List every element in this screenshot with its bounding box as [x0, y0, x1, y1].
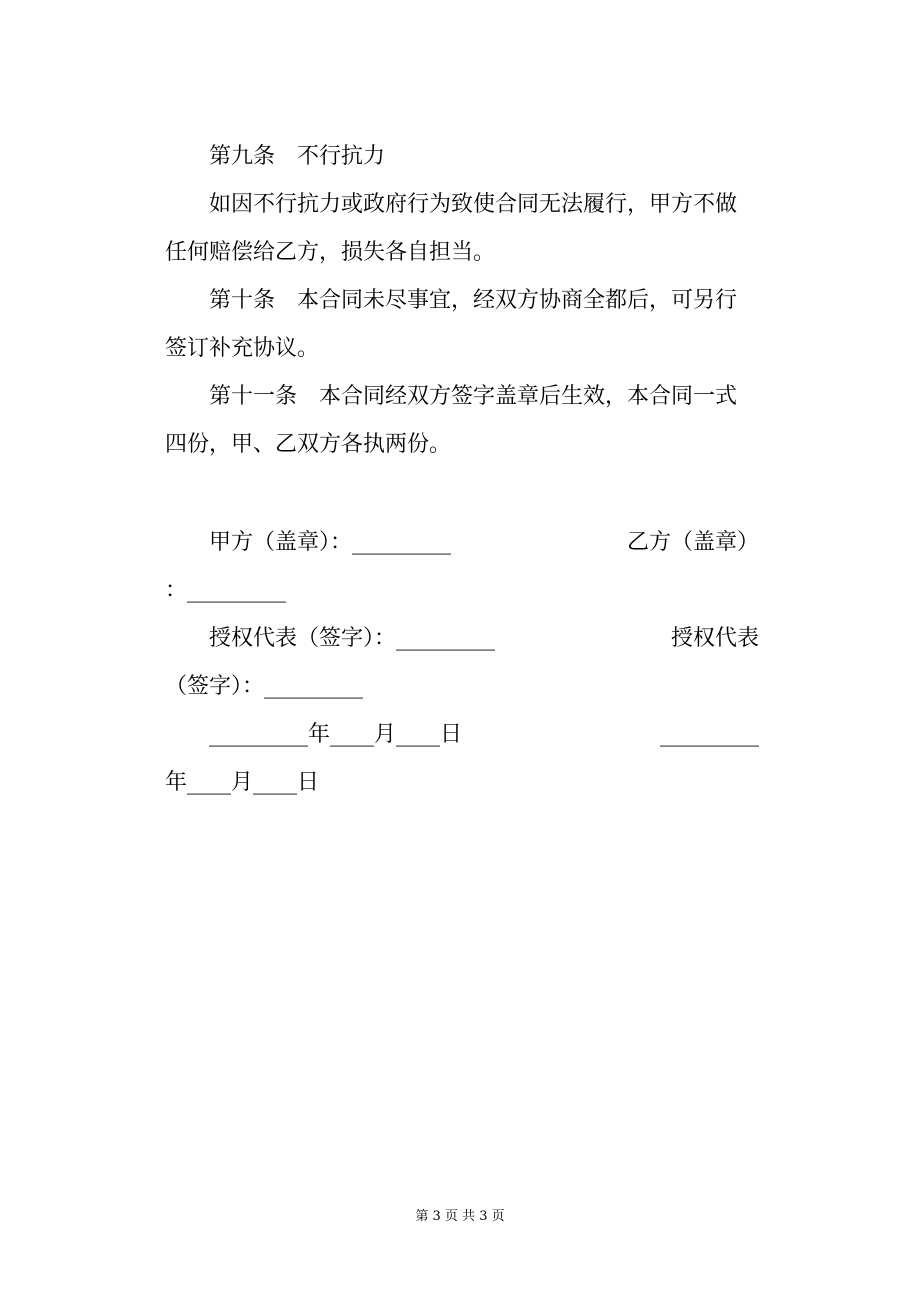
signing-date-line-1: _________年____月____日 _________ [165, 722, 760, 747]
clause-11-line-2: 四份，甲、乙双方各执两份。 [165, 432, 452, 457]
signing-date-line-2: 年____月____日 [165, 770, 320, 795]
representative-signature-line-2: （签字）：_________ [165, 674, 364, 699]
clause-9-text-line-2: 任何赔偿给乙方，损失各自担当。 [165, 240, 496, 265]
clause-10-line-1: 第十条 本合同未尽事宜，经双方协商全都后，可另行 [165, 288, 738, 313]
clause-9-heading: 第九条 不行抗力 [165, 144, 386, 169]
party-seal-line-2: ：_________ [165, 578, 287, 603]
clause-9-text-line-1: 如因不行抗力或政府行为致使合同无法履行，甲方不做 [165, 192, 738, 217]
clause-11-line-1: 第十一条 本合同经双方签字盖章后生效，本合同一式 [165, 384, 738, 409]
page-number-footer: 第 3 页 共 3 页 [415, 1209, 505, 1224]
representative-signature-line-1: 授权代表（签字）：_________ 授权代表 [165, 626, 760, 651]
clause-10-line-2: 签订补充协议。 [165, 336, 320, 361]
party-seal-line-1: 甲方（盖章）：_________ 乙方（盖章） [165, 530, 760, 555]
